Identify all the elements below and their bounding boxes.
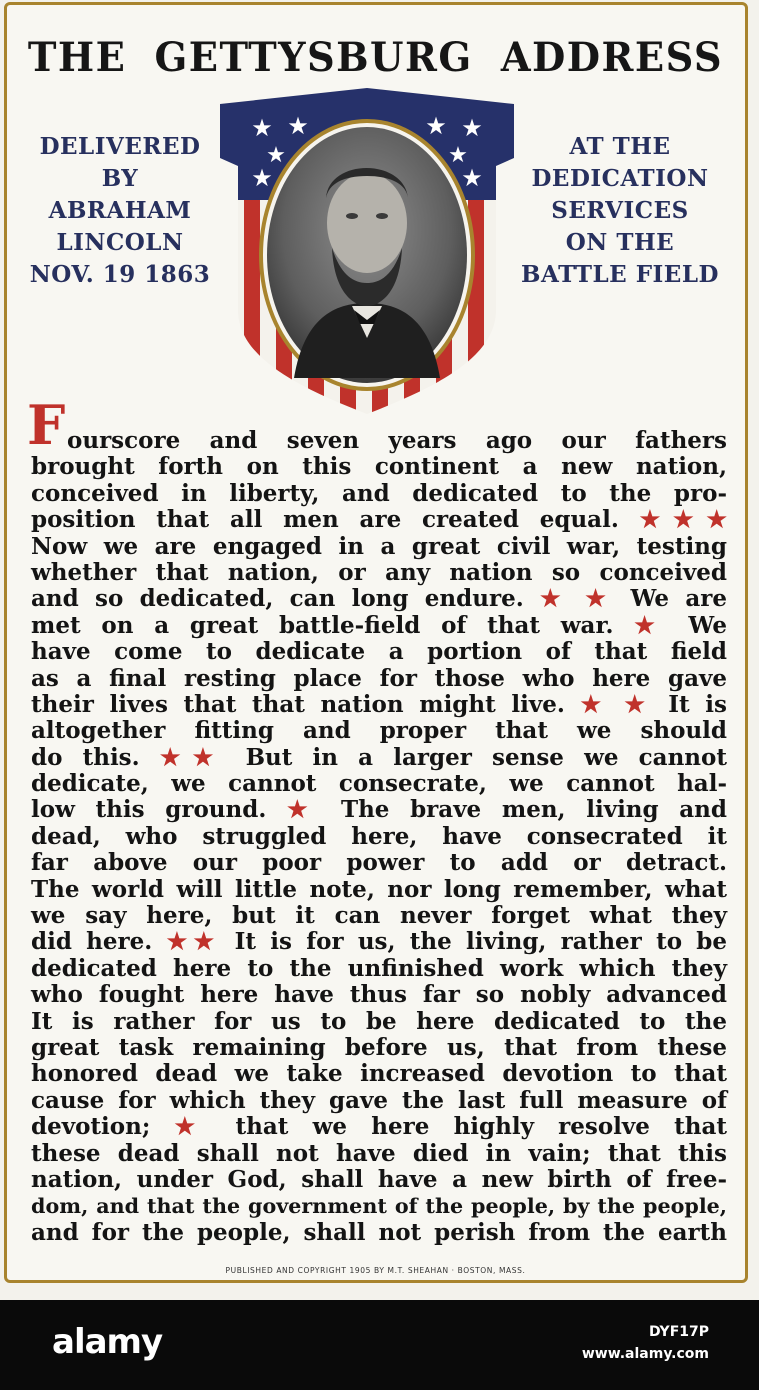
address-text [27,393,728,1246]
svg-text:★: ★ [287,112,309,140]
date-line: NOV. 19 1863 [29,261,211,288]
shield-icon [214,88,520,418]
delivered-by-block [20,131,220,291]
svg-text:★: ★ [448,143,468,168]
text-line: honored dead we take increased devotion to that [31,1060,727,1088]
star-icon: ★ [174,1113,212,1141]
last-name-line: LINCOLN [56,229,184,256]
text-line: and so dedicated, can long endure. ★ ★ We are [31,585,728,613]
star-icon: ★ [673,506,707,534]
occasion-line-3: SERVICES [551,197,689,224]
star-icon: ★ [706,506,728,534]
text-line: altogether fitting and proper that we should [31,717,727,745]
text-line: do this. ★★ But in a larger sense we cannot [31,743,727,771]
delivered-line: DELIVERED [39,133,201,160]
star-icon: ★ [192,743,226,771]
text-line: whether that nation, or any nation so conceived [31,558,727,586]
occasion-line-4: ON THE [565,229,675,256]
text-line: cause for which they gave the last full measure of [31,1086,727,1114]
svg-text:★: ★ [251,114,273,142]
by-line: BY [101,165,139,192]
star-icon: ★ [580,690,609,718]
star-icon: ★ [585,585,615,613]
svg-text:★: ★ [461,164,483,192]
text-line: conceived in liberty, and dedicated to the pro- [31,479,727,507]
image-id: DYF17P [648,1324,709,1340]
text-line: nation, under God, shall have a new birth of free- [31,1165,727,1193]
text-line: low this ground. ★ The brave men, living and [31,796,727,824]
occasion-line-1: AT THE [569,133,671,160]
text-line: met on a great battle-field of that war. ★ We [31,611,727,639]
text-line: have come to dedicate a portion of that field [31,638,727,666]
text-line: It is rather for us to be here dedicated to the [31,1007,727,1035]
text-line: far above our poor power to add or detract. [31,849,727,877]
star-icon: ★ [639,506,673,534]
brand-logo: alamy [52,1322,163,1362]
text-line: as a final resting place for those who here gave [31,664,727,692]
text-line: Now we are engaged in a great civil war, testing [31,532,727,560]
text-line: position that all men are created equal. ★★★ [31,506,728,534]
star-icon: ★ [624,690,653,718]
svg-text:★: ★ [461,114,483,142]
publisher-credit: PUBLISHED AND COPYRIGHT 1905 BY M.T. SHEAHAN · BOSTON, MASS. [225,1266,526,1275]
text-line: these dead shall not have died in vain; that this [31,1139,727,1167]
occasion-block [508,131,732,291]
star-icon: ★ [634,611,668,639]
svg-text:★: ★ [266,143,286,168]
svg-text:★: ★ [251,164,273,192]
text-line: ourscore and seven years ago our fathers [67,427,727,454]
site-url: www.alamy.com [581,1346,709,1362]
text-line: dedicate, we cannot consecrate, we cannot hal- [31,770,727,798]
star-icon: ★ [159,743,193,771]
star-icon: ★ [540,585,569,613]
star-icon: ★ [287,796,321,824]
drop-cap: F [27,393,66,457]
star-icon: ★ [166,928,194,956]
text-line: brought forth on this continent a new nation, [31,453,727,481]
text-line: did here. ★★ It is for us, the living, rather to be [31,928,728,956]
star-icon: ★ [193,928,221,956]
page-title: THE GETTYSBURG ADDRESS [27,34,724,81]
text-line: devotion; ★ that we here highly resolve that [31,1113,727,1141]
text-line: The world will little note, nor long remember, what [31,875,727,903]
text-line: dom, and that the government of the people, by the people, [31,1194,727,1219]
svg-text:★: ★ [425,112,447,140]
text-line: dedicated here to the unfinished work which they [31,954,727,982]
text-line: and for the people, shall not perish from the earth [31,1218,727,1246]
text-line: we say here, but it can never forget what they [31,902,727,930]
first-name-line: ABRAHAM [48,197,192,224]
text-line: who fought here have thus far so nobly advanced [31,981,727,1009]
text-line: their lives that that nation might live. ★ ★ It is [31,690,727,718]
occasion-line-2: DEDICATION [531,165,709,192]
text-line: dead, who struggled here, have consecrated it [31,822,727,850]
occasion-line-5: BATTLE FIELD [521,261,719,288]
text-line: great task remaining before us, that from these [31,1033,727,1061]
